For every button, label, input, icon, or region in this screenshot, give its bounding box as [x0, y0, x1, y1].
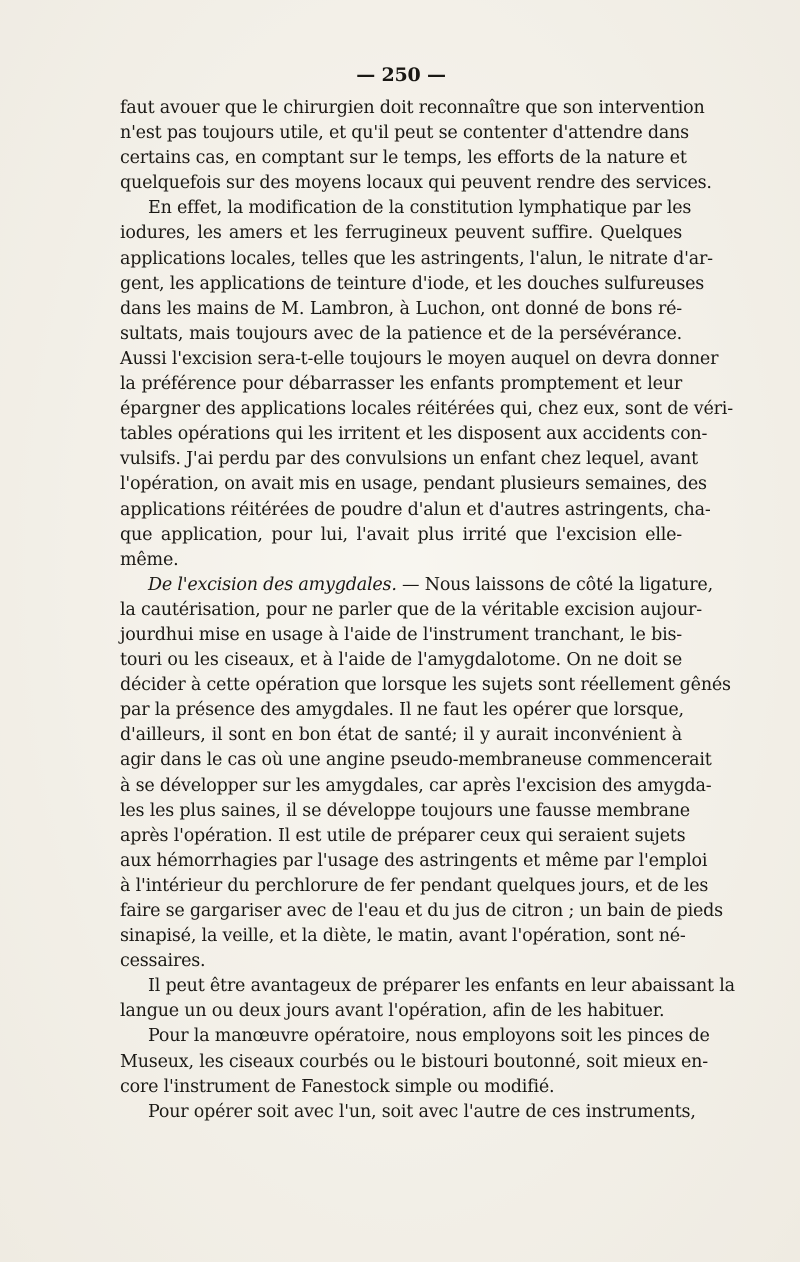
text-line: applications locales, telles que les astringents, l'alun, le nitrate d'ar-	[120, 248, 713, 269]
text-line: aux hémorrhagies par l'usage des astringents et même par l'emploi	[120, 850, 708, 871]
page-text	[120, 58, 735, 1125]
text-line: sinapisé, la veille, et la diète, le matin, avant l'opération, sont né-	[120, 926, 686, 947]
text-line: gent, les applications de teinture d'iode, et les douches sulfureuses	[120, 273, 705, 294]
text-line: la préférence pour débarrasser les enfants promptement et leur	[120, 374, 682, 395]
text-line: d'ailleurs, il sont en bon état de santé; il y aurait inconvénient à	[120, 725, 682, 746]
heading-continuation: — Nous laissons de côté la ligature,	[396, 574, 713, 595]
text-line: la cautérisation, pour ne parler que de la véritable excision aujour-	[120, 599, 702, 620]
text-line: n'est pas toujours utile, et qu'il peut se contenter d'attendre dans	[120, 123, 689, 144]
paragraph-4	[120, 974, 735, 1024]
text-line: Aussi l'excision sera-t-elle toujours le moyen auquel on devra donner	[120, 348, 719, 369]
text-line: applications réitérées de poudre d'alun et d'autres astringents, cha-	[120, 499, 711, 520]
text-line: En effet, la modification de la constitution lymphatique par les	[148, 198, 692, 219]
text-line: jourdhui mise en usage à l'aide de l'instrument tranchant, le bis-	[120, 624, 682, 645]
text-line: les les plus saines, il se développe toujours une fausse membrane	[120, 800, 690, 821]
text-line: Museux, les ciseaux courbés ou le bistouri boutonné, soit mieux en-	[120, 1051, 708, 1072]
section-heading: De l'excision des amygdales.	[148, 574, 397, 595]
page-number: — 250 —	[356, 64, 446, 86]
text-line: épargner des applications locales réitérées qui, chez eux, sont de véri-	[120, 399, 733, 420]
text-line: touri ou les ciseaux, et à l'aide de l'amygdalotome. On ne doit se	[120, 650, 682, 671]
paragraph-3	[120, 573, 731, 975]
text-line: langue un ou deux jours avant l'opération, afin de les habituer.	[120, 1001, 665, 1022]
text-line: après l'opération. Il est utile de préparer ceux qui seraient sujets	[120, 825, 686, 846]
text-line: par la présence des amygdales. Il ne faut les opérer que lorsque,	[120, 700, 684, 721]
text-line: l'opération, on avait mis en usage, pendant plusieurs semaines, des	[120, 474, 707, 495]
text-line	[120, 573, 713, 598]
text-line: cessaires.	[120, 951, 206, 972]
text-line: Pour opérer soit avec l'un, soit avec l'autre de ces instruments,	[148, 1101, 696, 1122]
text-line: à l'intérieur du perchlorure de fer pendant quelques jours, et de les	[120, 875, 709, 896]
text-line: core l'instrument de Fanestock simple ou modifié.	[120, 1076, 555, 1097]
text-line: certains cas, en comptant sur le temps, les efforts de la nature et	[120, 148, 687, 169]
paragraph-5	[120, 1024, 710, 1099]
text-line: sultats, mais toujours avec de la patience et de la persévérance.	[120, 323, 682, 344]
text-line: même.	[120, 549, 179, 570]
text-line: dans les mains de M. Lambron, à Luchon, ont donné de bons ré-	[120, 298, 682, 319]
text-line: tables opérations qui les irritent et les disposent aux accidents con-	[120, 424, 708, 445]
text-line: à se développer sur les amygdales, car après l'excision des amygda-	[120, 775, 712, 796]
text-line: Il peut être avantageux de préparer les enfants en leur abaissant la	[148, 976, 735, 997]
text-line: vulsifs. J'ai perdu par des convulsions un enfant chez lequel, avant	[120, 449, 698, 470]
text-line: agir dans le cas où une angine pseudo-membraneuse commencerait	[120, 750, 712, 771]
text-line: Pour la manœuvre opératoire, nous employons soit les pinces de	[148, 1026, 710, 1047]
text-line: iodures, les amers et les ferrugineux peuvent suffire. Quelques	[120, 223, 682, 244]
text-line: faire se gargariser avec de l'eau et du jus de citron ; un bain de pieds	[120, 901, 723, 921]
text-line: décider à cette opération que lorsque les sujets sont réellement gênés	[120, 675, 731, 696]
text-line: faut avouer que le chirurgien doit reconnaître que son intervention	[120, 98, 705, 118]
paragraph-2	[120, 196, 733, 572]
paragraph-6	[120, 1100, 696, 1125]
text-line: quelquefois sur des moyens locaux qui peuvent rendre des services.	[120, 173, 712, 194]
text-line: que application, pour lui, l'avait plus irrité que l'excision elle-	[120, 524, 682, 545]
paragraph-1	[120, 96, 712, 196]
